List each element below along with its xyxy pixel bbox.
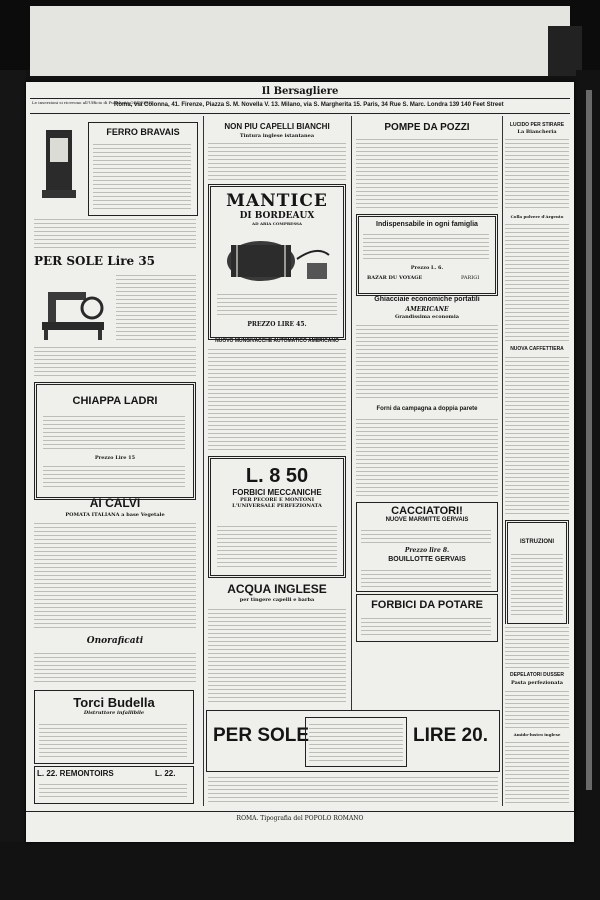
masthead-title: Il Bersagliere [261,86,339,97]
remontoirs-ad [34,766,194,804]
advert-notice: Le inserzioni si ricevono all'Ufficio di Pubblicità OBLIEGHT [32,100,154,105]
indispensabile-ad [356,214,498,296]
ai-calvi-text [34,520,196,630]
column-1 [32,116,200,806]
lucido-text [505,136,569,210]
parigi-label: PARIGI [461,275,480,281]
chiappa-ladri-ad [34,382,196,500]
mantice-caption: AD ARIA COMPRESSA [251,221,303,226]
ad-body-text [361,527,491,545]
ad-body-text [363,231,489,261]
torci-budella-title: Torci Budella [73,695,155,710]
ferro-bravais-title: FERRO BRAVAIS [106,127,180,137]
forni-title: Forni da campagna a doppia parete [376,406,478,412]
ad-body-text [217,291,337,317]
column-rule [502,116,503,806]
onoraficati-label: Onoraficati [86,636,144,646]
cacciatori-ad [356,502,498,592]
indispensabile-title: Indispensabile in ogni famiglia [376,221,478,228]
istruzioni-ad [505,520,569,626]
forbici-potare-title: FORBICI DA POTARE [371,599,483,611]
per-sole-35-title: PER SOLE Lire 35 [34,254,156,268]
forbici-sub2: L'UNIVERSALE PERFEZIONATA [232,503,322,509]
per-sole-details [208,774,498,802]
chiappa-ladri-title: CHIAPPA LADRI [72,395,158,407]
pasta-title: Pasta perfezionata [510,680,564,686]
ferro-bravais-text [34,216,196,250]
cacciatori-price: Prezzo lire 8. [404,547,450,554]
ferro-bravais-ad [88,122,198,216]
misc-ad-text [505,624,569,668]
page-edge-shadow [548,26,582,76]
ad-body-text [511,551,563,617]
forbici-price: L. 8 50 [245,465,309,487]
ghiacciaie-title: Ghiacciaie economiche portatili [374,296,480,303]
acqua-inglese-subtitle: per tingere capelli e barba [239,597,315,603]
torci-budella-tag: Distruttore infallibile [83,710,145,716]
scan-background-bottom [0,842,600,900]
istruzioni-title: ISTRUZIONI [520,539,554,545]
indispensabile-price: Prezzo L. 6. [410,265,444,271]
ad-body-text [217,523,337,567]
ai-calvi-details [34,650,196,684]
mantice-title: MANTICE [226,191,328,211]
lucido-title: LUCIDO PER STIRARE [509,122,565,128]
mantice-price: PREZZO LIRE 45. [247,321,307,328]
pompe-text [356,136,498,210]
ad-body-text [43,413,185,451]
capelli-title: NON PIU CAPELLI BIANCHI [224,122,330,131]
per-sole-text: PER SOLE [213,725,310,746]
per-sole-lire-20-ad [206,710,500,806]
bazar-du-voyage: BAZAR DU VOYAGE [367,275,423,281]
ad-body-text [39,721,187,759]
column-rule [203,116,204,806]
forbici-meccaniche-ad [208,456,346,578]
per-sole-lire-20-box [206,710,500,772]
ad-body-text [361,567,491,587]
ai-calvi-subtitle: POMATA ITALIANA a base Vegetale [65,512,165,518]
mantice-ad [208,184,346,340]
colla-title: Colla polvere d'Argento [510,214,564,219]
pompe-title: POMPE DA POZZI [384,122,470,133]
ai-calvi-title: AI CALVI [89,496,141,510]
sewing-machine-illustration [34,270,112,342]
remontoirs-right: L. 22. [155,769,176,778]
ad-body-text [43,463,185,489]
amido-text [505,739,569,803]
forbici-sub: PER PECORE E MONTONI [239,497,315,503]
pasta-text [505,688,569,728]
forbici-title: FORBICI MECCANICHE [232,488,322,497]
watch-offer-box [305,717,407,767]
cacciatori-sub: NUOVE MARMITTE GERVAIS [385,517,469,523]
column-rule [351,116,352,806]
remontoirs-left: L. 22. REMONTOIRS [37,769,114,778]
bouillotte-title: BOUILLOTTE GERVAIS [388,556,466,563]
acqua-inglese-text [208,606,346,702]
ghiacciaie-sub: AMERICANE [405,306,449,313]
column-2 [206,116,348,806]
capelli-text [208,140,346,180]
mungivacche-title: NUOVO MUNGIVACCHE AUTOMATICO AMERICANO [215,338,339,344]
barrel-sprayer-illustration [217,235,337,287]
forni-text [356,416,498,496]
newspaper-page [26,82,574,842]
previous-page-fragment [30,6,570,76]
capelli-subtitle: Tintura inglese istantanea [239,133,315,139]
column-4 [504,116,570,806]
next-page-edge [586,90,592,790]
ghiacciaie-sub2: Grandissima economia [395,314,459,320]
mantice-subtitle: DI BORDEAUX [239,211,315,221]
address-bar [30,98,570,114]
ferro-bravais-engraving [34,124,84,204]
colla-text [505,221,569,341]
ad-body-text [309,721,403,763]
ad-body-text [361,615,491,637]
torci-budella-ad [34,690,194,764]
column-3 [354,116,500,806]
sewing-machine-details [34,344,196,378]
ghiacciaie-text [356,322,498,398]
sewing-machine-text [116,272,196,342]
ad-body-text [39,781,187,799]
film-border-left [0,70,26,900]
chiappa-ladri-price: Prezzo Lire 15 [94,455,136,461]
page-footer: ROMA. Tipografia del POPOLO ROMANO [26,811,574,826]
mungivacche-text [208,346,346,452]
cacciatori-title: CACCIATORI! [391,505,463,517]
amido-title: Amido-lustro inglese [513,732,561,737]
office-addresses: Roma, via Colonna, 41. Firenze, Piazza S. M. Novella V. 13. Milano, via S. Margherita 15. Paris, 34 Rue S. Marc. Londra 139 140 Feet Street [114,102,504,108]
caffettiera-title: NUOVA CAFFETTIERA [510,346,564,352]
forbici-potare-ad [356,594,498,642]
depelatori-title: DEPELATORI DUSSER [510,672,564,678]
caffettiera-text [505,354,569,514]
ad-body-text [93,141,191,211]
lire-20-text: LIRE 20. [413,725,488,746]
acqua-inglese-title: ACQUA INGLESE [227,582,327,596]
lucido-sub: La Biancheria [517,129,557,135]
